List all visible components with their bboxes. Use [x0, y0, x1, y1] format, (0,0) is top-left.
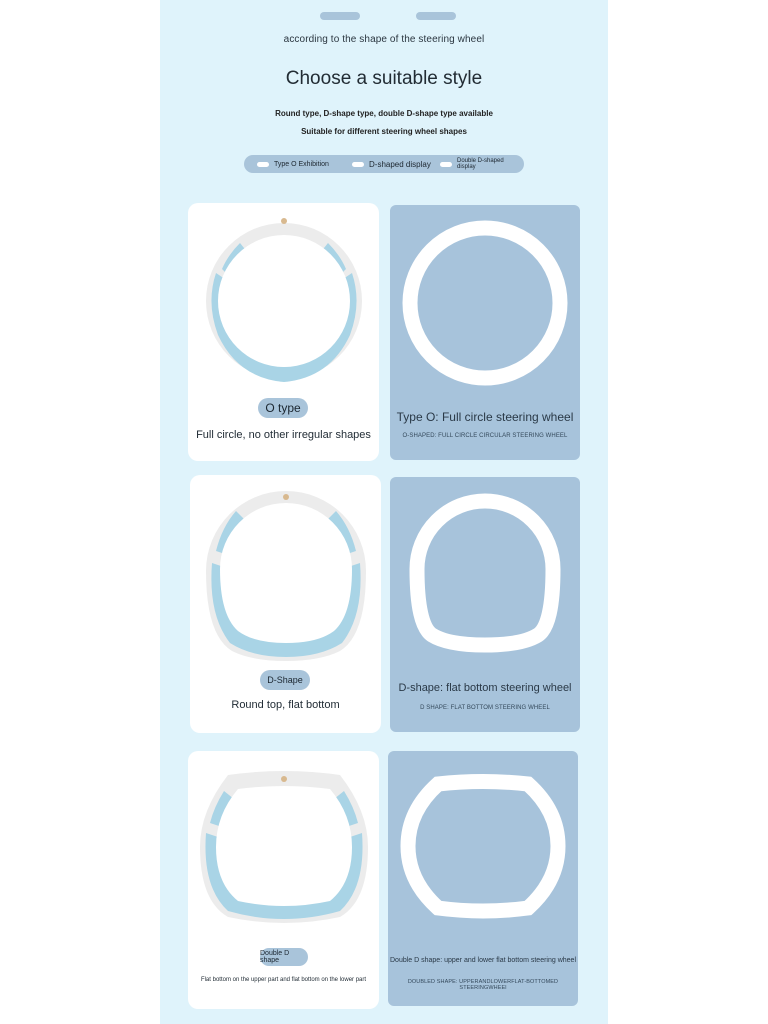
d-shape-shape-subtitle: D SHAPE: FLAT BOTTOM STEERING WHEEL	[420, 705, 550, 711]
o-type-product-card	[188, 203, 379, 461]
tab-type-o[interactable]	[257, 155, 329, 173]
d-shape-shape-card	[390, 477, 580, 732]
o-type-caption: Full circle, no other irregular shapes	[196, 429, 371, 441]
header-subtitle: according to the shape of the steering wheel	[283, 34, 485, 45]
tab-dot-icon	[440, 162, 452, 167]
d-shape-shape-title: D-shape: flat bottom steering wheel	[398, 682, 572, 694]
tab-d-shape[interactable]	[352, 155, 431, 173]
o-shape-outline-icon	[390, 205, 580, 395]
o-type-wheel-cover-image	[188, 203, 379, 393]
double-d-wheel-cover-image	[188, 751, 379, 941]
header-description-line-2: Suitable for different steering wheel shapes	[301, 127, 467, 136]
double-d-outline-icon	[388, 751, 578, 941]
page-title: Choose a suitable style	[285, 68, 483, 89]
tab-label: D-shaped display	[369, 159, 431, 169]
tab-shadow-1	[320, 12, 360, 20]
o-type-shape-title: Type O: Full circle steering wheel	[396, 410, 574, 424]
d-shape-caption: Round top, flat bottom	[231, 699, 340, 711]
tab-label: Double D-shaped display	[457, 158, 504, 170]
tab-shadow-2	[416, 12, 456, 20]
d-shape-outline-icon	[390, 477, 580, 667]
o-type-pill-label: O type	[258, 398, 308, 418]
tab-label: Type O Exhibition	[274, 160, 329, 168]
double-d-shape-subtitle: DOUBLED SHAPE: UPPERANDLOWERFLAT-BOTTOMED STEERINGWHEEl	[407, 979, 559, 991]
d-shape-wheel-cover-image	[190, 475, 381, 665]
d-shape-product-card	[190, 475, 381, 733]
header-description-line-1: Round type, D-shape type, double D-shape type available	[275, 109, 493, 118]
o-type-shape-subtitle: O-SHAPED: FULL CIRCLE CIRCULAR STEERING WHEEL	[402, 433, 568, 439]
double-d-caption: Flat bottom on the upper part and flat bottom on the lower part	[200, 977, 367, 983]
tab-dot-icon	[352, 162, 364, 167]
d-shape-pill-label: D-Shape	[260, 670, 310, 690]
o-type-shape-card	[390, 205, 580, 460]
style-tab-bar	[244, 155, 524, 173]
tab-double-d-shape[interactable]	[440, 155, 524, 173]
double-d-shape-title: Double D shape: upper and lower flat bottom steering wheel	[390, 957, 576, 964]
tab-dot-icon	[257, 162, 269, 167]
product-panel	[160, 0, 608, 1024]
double-d-shape-card	[388, 751, 578, 1006]
double-d-pill-label: Double D shape	[260, 948, 308, 966]
double-d-product-card	[188, 751, 379, 1009]
